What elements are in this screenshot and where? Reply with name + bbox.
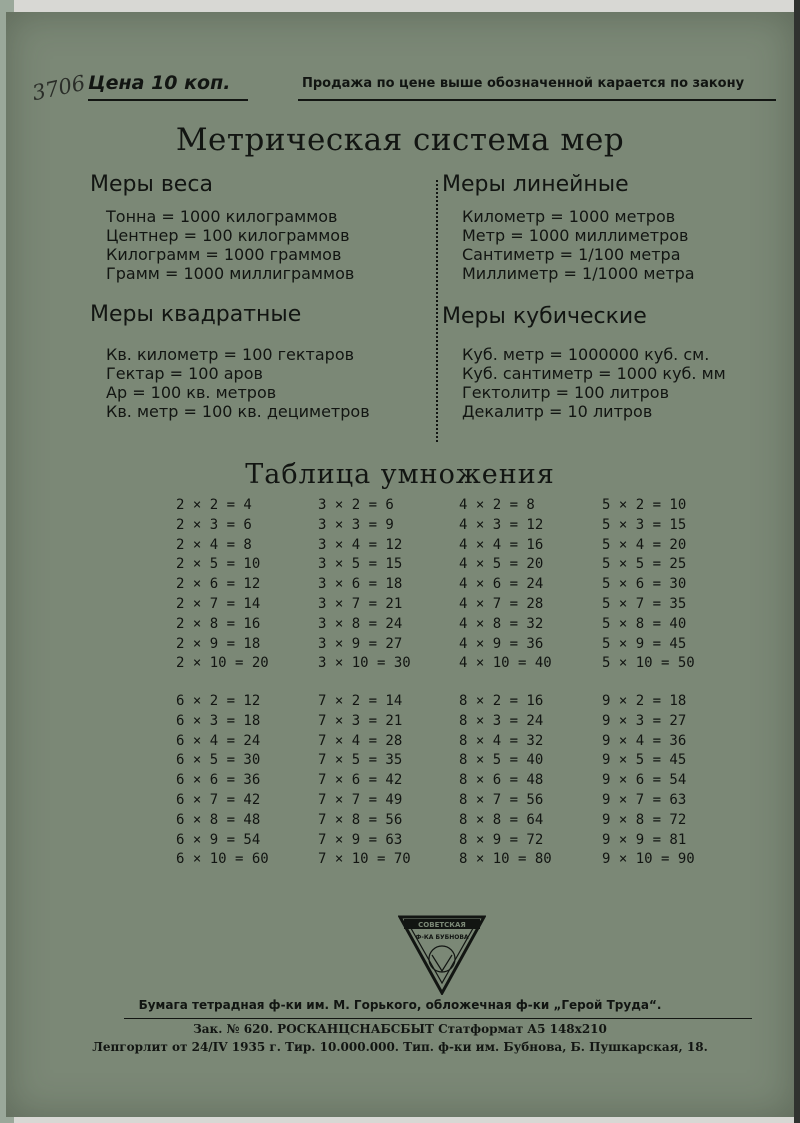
multiplication-entry: 2 × 7 = 14 bbox=[176, 595, 261, 612]
multiplication-entry: 7 × 9 = 63 bbox=[318, 831, 403, 848]
weight-line: Грамм = 1000 миллиграммов bbox=[106, 264, 355, 283]
paper-note: Бумага тетрадная ф-ки им. М. Горького, обложечная ф-ки „Герой Труда“. bbox=[138, 998, 662, 1012]
linear-list bbox=[462, 207, 695, 283]
multiplication-entry: 2 × 2 = 4 bbox=[176, 497, 252, 513]
section-divider bbox=[436, 180, 438, 442]
multiplication-entry: 3 × 10 = 30 bbox=[318, 655, 411, 672]
multiplication-column bbox=[602, 692, 695, 870]
multiplication-entry: 6 × 4 = 24 bbox=[176, 732, 261, 749]
multiplication-column bbox=[459, 496, 552, 674]
multiplication-column bbox=[318, 692, 411, 870]
multiplication-entry: 7 × 7 = 49 bbox=[318, 791, 403, 808]
multiplication-entry: 6 × 5 = 30 bbox=[176, 752, 261, 769]
multiplication-entry: 6 × 2 = 12 bbox=[176, 693, 261, 709]
price-underline bbox=[88, 99, 248, 101]
multiplication-entry: 6 × 6 = 36 bbox=[176, 772, 261, 789]
multiplication-entry: 3 × 8 = 24 bbox=[318, 615, 403, 632]
square-line: Кв. километр = 100 гектаров bbox=[106, 345, 355, 364]
handwritten-note: 3706 bbox=[30, 70, 88, 106]
cubic-line: Куб. метр = 1000000 куб. см. bbox=[462, 345, 710, 364]
publisher-logo-icon bbox=[398, 915, 486, 995]
multiplication-entry: 8 × 4 = 32 bbox=[459, 732, 544, 749]
multiplication-entry: 4 × 3 = 12 bbox=[459, 516, 544, 533]
multiplication-entry: 9 × 4 = 36 bbox=[602, 732, 687, 749]
linear-line: Сантиметр = 1/100 метра bbox=[462, 245, 681, 264]
square-line: Ар = 100 кв. метров bbox=[106, 383, 277, 402]
multiplication-entry: 5 × 6 = 30 bbox=[602, 576, 687, 593]
multiplication-entry: 8 × 7 = 56 bbox=[459, 791, 544, 808]
multiplication-entry: 7 × 10 = 70 bbox=[318, 851, 411, 868]
imprint-line: Лепгорлит от 24/IV 1935 г. Тир. 10.000.000. Тип. ф-ки им. Бубнова, Б. Пушкарская, 18. bbox=[92, 1040, 708, 1054]
weight-line: Тонна = 1000 килограммов bbox=[106, 207, 338, 226]
multiplication-entry: 9 × 8 = 72 bbox=[602, 811, 687, 828]
multiplication-entry: 7 × 8 = 56 bbox=[318, 811, 403, 828]
linear-line: Метр = 1000 миллиметров bbox=[462, 226, 689, 245]
multiplication-entry: 2 × 3 = 6 bbox=[176, 516, 252, 533]
multiplication-entry: 3 × 3 = 9 bbox=[318, 516, 394, 533]
multiplication-entry: 3 × 5 = 15 bbox=[318, 556, 403, 573]
multiplication-entry: 5 × 7 = 35 bbox=[602, 595, 687, 612]
multiplication-entry: 4 × 6 = 24 bbox=[459, 576, 544, 593]
square-heading: Меры квадратные bbox=[90, 302, 302, 327]
multiplication-entry: 8 × 9 = 72 bbox=[459, 831, 544, 848]
multiplication-entry: 9 × 9 = 81 bbox=[602, 831, 687, 848]
weight-line: Центнер = 100 килограммов bbox=[106, 226, 350, 245]
multiplication-entry: 6 × 10 = 60 bbox=[176, 851, 269, 868]
multiplication-entry: 7 × 2 = 14 bbox=[318, 693, 403, 709]
multiplication-entry: 9 × 7 = 63 bbox=[602, 791, 687, 808]
multiplication-entry: 8 × 3 = 24 bbox=[459, 712, 544, 729]
multiplication-entry: 2 × 5 = 10 bbox=[176, 556, 261, 573]
multiplication-entry: 9 × 2 = 18 bbox=[602, 693, 687, 709]
multiplication-entry: 8 × 5 = 40 bbox=[459, 752, 544, 769]
multiplication-entry: 8 × 8 = 64 bbox=[459, 811, 544, 828]
weight-heading: Меры веса bbox=[90, 172, 213, 197]
multiplication-entry: 7 × 5 = 35 bbox=[318, 752, 403, 769]
multiplication-entry: 4 × 9 = 36 bbox=[459, 635, 544, 652]
multiplication-column bbox=[176, 692, 269, 870]
square-list bbox=[106, 345, 370, 421]
multiplication-entry: 7 × 3 = 21 bbox=[318, 712, 403, 729]
order-line: Зак. № 620. РОСКАНЦСНАБСБЫТ Статформат А5 148х210 bbox=[193, 1022, 607, 1036]
multiplication-entry: 9 × 6 = 54 bbox=[602, 772, 687, 789]
notebook-cover-back bbox=[6, 12, 794, 1117]
multiplication-entry: 3 × 9 = 27 bbox=[318, 635, 403, 652]
multiplication-entry: 7 × 4 = 28 bbox=[318, 732, 403, 749]
scan-right-margin bbox=[794, 0, 800, 1123]
multiplication-entry: 4 × 5 = 20 bbox=[459, 556, 544, 573]
multiplication-entry: 5 × 3 = 15 bbox=[602, 516, 687, 533]
multiplication-entry: 5 × 10 = 50 bbox=[602, 655, 695, 672]
linear-line: Миллиметр = 1/1000 метра bbox=[462, 264, 695, 283]
multiplication-entry: 6 × 9 = 54 bbox=[176, 831, 261, 848]
multiplication-entry: 8 × 2 = 16 bbox=[459, 693, 544, 709]
multiplication-entry: 6 × 7 = 42 bbox=[176, 791, 261, 808]
multiplication-entry: 8 × 10 = 80 bbox=[459, 851, 552, 868]
multiplication-entry: 3 × 6 = 18 bbox=[318, 576, 403, 593]
multiplication-entry: 5 × 4 = 20 bbox=[602, 536, 687, 553]
multiplication-entry: 9 × 5 = 45 bbox=[602, 752, 687, 769]
notice-underline bbox=[298, 99, 776, 101]
cubic-heading: Меры кубические bbox=[442, 304, 647, 329]
cubic-line: Декалитр = 10 литров bbox=[462, 402, 653, 421]
multiplication-entry: 5 × 8 = 40 bbox=[602, 615, 687, 632]
multiplication-entry: 9 × 3 = 27 bbox=[602, 712, 687, 729]
multiplication-column bbox=[176, 496, 269, 674]
multiplication-entry: 7 × 6 = 42 bbox=[318, 772, 403, 789]
multiplication-entry: 9 × 10 = 90 bbox=[602, 851, 695, 868]
square-line: Гектар = 100 аров bbox=[106, 364, 263, 383]
multiplication-entry: 4 × 7 = 28 bbox=[459, 595, 544, 612]
cubic-line: Куб. сантиметр = 1000 куб. мм bbox=[462, 364, 726, 383]
linear-heading: Меры линейные bbox=[442, 172, 629, 197]
multiplication-entry: 2 × 8 = 16 bbox=[176, 615, 261, 632]
price-label: Цена 10 коп. bbox=[88, 72, 231, 94]
multiplication-entry: 5 × 9 = 45 bbox=[602, 635, 687, 652]
multiplication-entry: 2 × 6 = 12 bbox=[176, 576, 261, 593]
logo-line2: Ф-КА БУБНОВА bbox=[415, 934, 469, 941]
multiplication-entry: 3 × 7 = 21 bbox=[318, 595, 403, 612]
multiplication-entry: 4 × 2 = 8 bbox=[459, 497, 535, 513]
multiplication-entry: 4 × 4 = 16 bbox=[459, 536, 544, 553]
multiplication-column bbox=[318, 496, 411, 674]
logo-line1: СОВЕТСКАЯ bbox=[418, 921, 466, 929]
multiplication-entry: 2 × 9 = 18 bbox=[176, 635, 261, 652]
linear-line: Километр = 1000 метров bbox=[462, 207, 676, 226]
multiplication-column bbox=[459, 692, 552, 870]
multiplication-entry: 6 × 3 = 18 bbox=[176, 712, 261, 729]
cubic-line: Гектолитр = 100 литров bbox=[462, 383, 669, 402]
weight-line: Килограмм = 1000 граммов bbox=[106, 245, 342, 264]
multiplication-entry: 8 × 6 = 48 bbox=[459, 772, 544, 789]
cubic-list bbox=[462, 345, 726, 421]
multiplication-entry: 6 × 8 = 48 bbox=[176, 811, 261, 828]
multiplication-entry: 5 × 5 = 25 bbox=[602, 556, 687, 573]
footer-rule bbox=[124, 1018, 752, 1019]
weight-list bbox=[106, 207, 354, 283]
sale-notice: Продажа по цене выше обозначенной карается по закону bbox=[302, 76, 745, 91]
page-title: Метрическая система мер bbox=[175, 122, 625, 158]
multiplication-entry: 2 × 4 = 8 bbox=[176, 536, 252, 553]
multiplication-entry: 3 × 2 = 6 bbox=[318, 497, 394, 513]
square-line: Кв. метр = 100 кв. дециметров bbox=[106, 402, 370, 421]
multiplication-entry: 5 × 2 = 10 bbox=[602, 497, 687, 513]
multiplication-column bbox=[602, 496, 695, 674]
multiplication-entry: 4 × 10 = 40 bbox=[459, 655, 552, 672]
multiplication-title: Таблица умножения bbox=[245, 459, 555, 490]
multiplication-entry: 3 × 4 = 12 bbox=[318, 536, 403, 553]
multiplication-entry: 4 × 8 = 32 bbox=[459, 615, 544, 632]
multiplication-entry: 2 × 10 = 20 bbox=[176, 655, 269, 672]
